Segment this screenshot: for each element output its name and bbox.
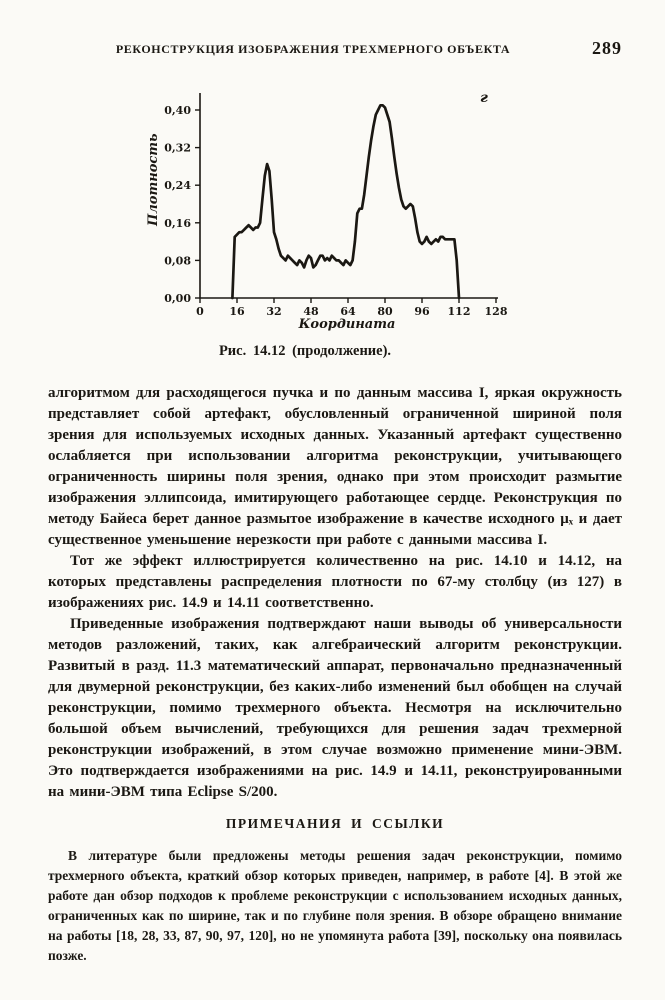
running-head: РЕКОНСТРУКЦИЯ ИЗОБРАЖЕНИЯ ТРЕХМЕРНОГО ОБЪЕКТА [115,42,511,56]
x-axis-title: Координата [298,317,396,332]
density-plot [140,85,540,340]
notes-paragraph: В литературе были предложены методы решения задач реконструкции, помимо трехмерного объекта, краткий обзор которых приведен, например, в работе [4]. В этой же работе дан обзор подходов к проблеме реконструкции с использованием исходных данных, ограниченных как по ширине, так и по глубине поля зрения. В обзоре обращено внимание на работы [18, 28, 33, 87, 90, 97, 120], но не упомянута работа [39], поскольку она появилась позже. [48,848,622,963]
x-tick-label: 80 [377,305,393,318]
y-tick-label: 0,40 [164,104,191,117]
paragraph: Тот же эффект иллюстрируется количественно на рис. 14.10 и 14.12, на которых представлены распределения плотности по 67-му столбцу (из 127) в изображениях рис. 14.9 и 14.11 соответственно. [48,553,622,611]
x-tick-label: 96 [414,305,430,318]
y-tick-label: 0,24 [164,179,191,193]
figure-caption: Рис. 14.12 (продолжение). [218,343,392,359]
x-tick-label: 128 [484,305,508,318]
figure [140,85,540,340]
x-tick-label: 32 [266,305,282,318]
y-tick-label: 0,08 [164,254,191,268]
y-axis-title: Плотность [146,133,161,226]
page-header [48,38,622,62]
x-tick-label: 48 [303,305,319,318]
paragraph: Приведенные изображения подтверждают наши выводы об универсальности методов разложений, таких, как алгебраический алгоритм реконструкции. Развитый в разд. 11.3 математический аппарат, первоначально предназначенный для двумерной реконструкции, без каких-либо изменений был обобщен на случай реконструкции, помимо трехмерного объекта. Несмотря на исключительно большой объем вычислений, требующихся для решения задач трехмерной реконструкции изображений, в этом случае возможно применение мини-ЭВМ. Это подтверждается изображениями на рис. 14.9 и 14.11, реконструированными на мини-ЭВМ типа Eclipse S/200. [48,616,622,800]
x-tick-label: 16 [229,305,245,318]
x-tick-label: 64 [340,305,356,318]
axis-lines [200,93,498,298]
panel-label: г [480,90,488,106]
y-tick-label: 0,32 [164,141,191,155]
x-tick-label: 0 [196,305,204,318]
plot-ticks [195,110,496,303]
paragraph: алгоритмом для расходящегося пучка и по данным массива I, яркая окружность представляет собой артефакт, обусловленный ограниченной шириной поля зрения для используемых исходных данных. Указанный артефакт существенно ослабляется при использовании алгоритма реконструкции, учитывающего ограниченность ширины поля зрения, однако при этом происходит размытие изображения эллипсоида, имитирующего работающее сердце. Реконструкция по методу Байеса берет данное размытое изображение в качестве исходного μₓ и дает существенное уменьшение нерезкости при работе с данными массива I. [48,385,622,548]
y-tick-label: 0,00 [164,292,191,305]
page-number: 289 [592,38,622,58]
x-tick-label: 112 [447,305,471,318]
notes-heading: ПРИМЕЧАНИЯ И ССЫЛКИ [225,816,445,831]
plot-curve [232,105,459,298]
plot-tick-labels [164,104,508,318]
density-curve [232,105,459,298]
y-tick-label: 0,16 [164,216,191,230]
body-text [48,383,622,803]
plot-titles [146,90,488,332]
plot-axes [200,93,498,298]
